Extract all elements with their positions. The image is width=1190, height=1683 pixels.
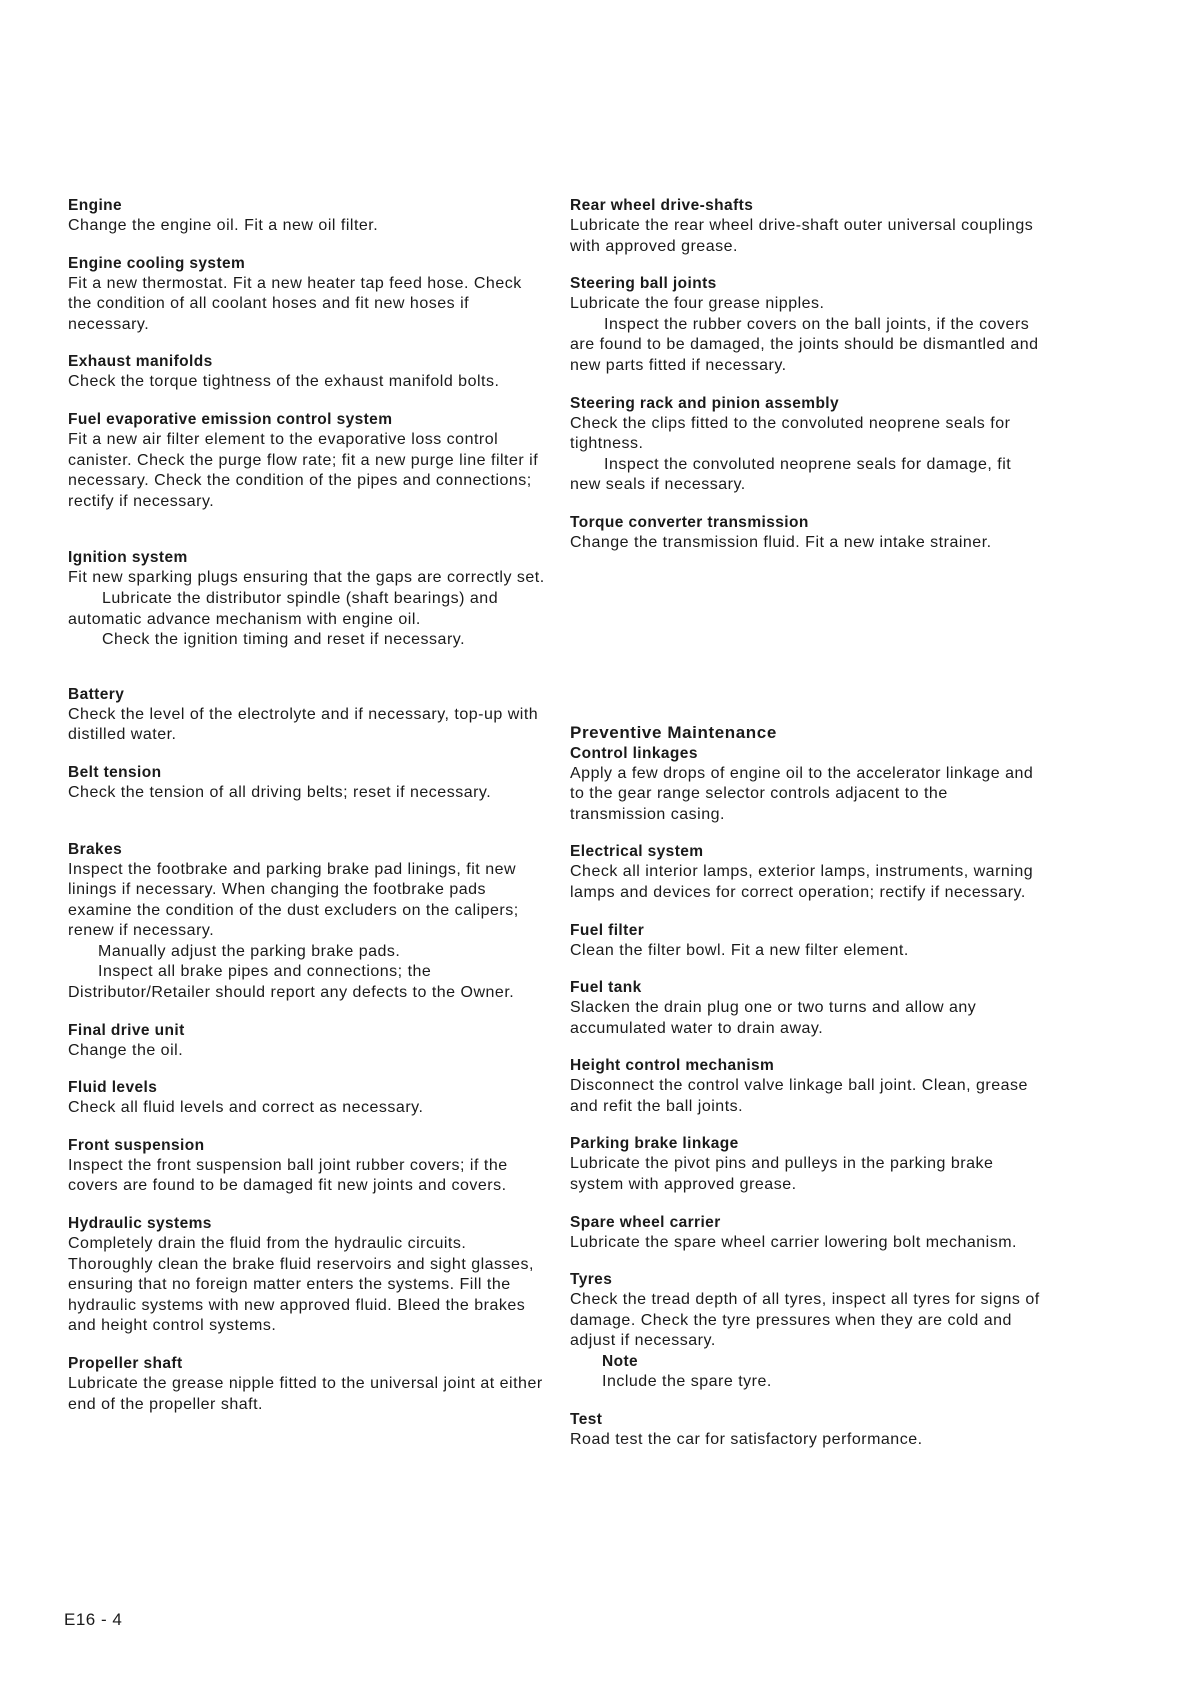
section-text: Check the tension of all driving belts; reset if necessary.: [68, 783, 492, 801]
section-fluid-levels: [68, 1078, 548, 1119]
section-rear-wheel-drive-shafts: [570, 196, 1040, 257]
section-text: Lubricate the four grease nipples.: [570, 295, 825, 313]
section-text: Check the torque tightness of the exhaust manifold bolts.: [68, 373, 500, 391]
section-fuel-tank: [570, 978, 1040, 1039]
section-electrical-system: [570, 842, 1040, 903]
section-text: Inspect the front suspension ball joint rubber covers; if the covers are found to be damaged fit new joints and covers.: [68, 1156, 508, 1195]
section-text: Lubricate the rear wheel drive-shaft outer universal couplings with approved grease.: [570, 217, 1034, 255]
section-belt-tension: [68, 763, 548, 804]
note-text: Include the spare tyre.: [602, 1373, 772, 1391]
note-label: Note: [602, 1353, 639, 1371]
section-heading: Propeller shaft: [68, 1355, 183, 1372]
section-torque-converter: [570, 513, 1040, 554]
section-text: Clean the filter bowl. Fit a new filter element.: [570, 941, 909, 959]
section-engine-cooling-system: [68, 254, 548, 336]
section-text: Fit a new thermostat. Fit a new heater tap feed hose. Check the condition of all coolant hoses and fit new hoses if necessary.: [68, 274, 522, 333]
section-text: Disconnect the control valve linkage ball joint. Clean, grease and refit the ball joints.: [570, 1077, 1028, 1115]
section-text: Lubricate the spare wheel carrier lowering bolt mechanism.: [570, 1233, 1017, 1251]
section-text: Road test the car for satisfactory performance.: [570, 1430, 923, 1448]
left-column: [68, 196, 548, 1432]
section-heading: Spare wheel carrier: [570, 1213, 721, 1231]
section-heading: Ignition system: [68, 549, 188, 567]
section-heading: Final drive unit: [68, 1021, 185, 1039]
section-heading: Test: [570, 1410, 603, 1428]
section-parking-brake-linkage: [570, 1134, 1040, 1195]
page-number: E16 - 4: [64, 1610, 123, 1629]
section-heading: Engine cooling system: [68, 254, 246, 272]
section-tyres: [570, 1270, 1040, 1392]
section-heading: Torque converter transmission: [570, 513, 809, 531]
section-control-linkages: [570, 744, 1040, 826]
section-height-control: [570, 1056, 1040, 1117]
section-battery: [68, 685, 548, 746]
section-fuel-filter: [570, 921, 1040, 962]
section-heading: Front suspension: [68, 1136, 205, 1154]
section-text: Lubricate the grease nipple fitted to the universal joint at either end of the propeller shaft.: [68, 1375, 543, 1413]
section-heading: Steering rack and pinion assembly: [570, 394, 840, 412]
section-heading: Height control mechanism: [570, 1057, 775, 1075]
section-text: Check the ignition timing and reset if necessary.: [102, 631, 466, 649]
section-text: Change the oil.: [68, 1041, 184, 1059]
section-text: Lubricate the distributor spindle (shaft bearings) and automatic advance mechanism with engine oil.: [68, 589, 499, 628]
section-text: Change the transmission fluid. Fit a new intake strainer.: [570, 533, 992, 551]
section-heading: Exhaust manifolds: [68, 353, 213, 371]
section-text: Check the clips fitted to the convoluted neoprene seals for tightness.: [570, 414, 1011, 453]
section-text: Manually adjust the parking brake pads.: [98, 942, 401, 960]
section-text: Check all fluid levels and correct as necessary.: [68, 1099, 424, 1117]
section-front-suspension: [68, 1136, 548, 1197]
section-test: [570, 1410, 1040, 1451]
section-heading: Fuel filter: [570, 921, 645, 939]
section-text: Check the level of the electrolyte and if necessary, top-up with distilled water.: [68, 705, 539, 744]
section-heading: Control linkages: [570, 744, 698, 762]
section-spare-wheel-carrier: [570, 1213, 1040, 1254]
section-text: Inspect the footbrake and parking brake pad linings, fit new linings if necessary. When changing the footbrake pads examine the condition of the dust excluders on the calipers; renew if necessary.: [68, 860, 519, 940]
right-column: [570, 196, 1040, 1467]
section-text: Fit new sparking plugs ensuring that the gaps are correctly set.: [68, 569, 545, 587]
section-ignition-system: [68, 548, 548, 650]
section-steering-rack: [570, 394, 1040, 496]
section-fuel-evaporative: [68, 410, 548, 512]
section-heading: Fuel evaporative emission control system: [68, 410, 393, 428]
section-heading: Fuel tank: [570, 979, 642, 997]
section-exhaust-manifolds: [68, 352, 548, 393]
section-heading: Engine: [68, 197, 123, 214]
section-text: Fit a new air filter element to the evaporative loss control canister. Check the purge flow rate; fit a new purge line filter if necessary. Check the condition of the pipes and connections; rectify if necessary.: [68, 430, 539, 510]
section-heading: Rear wheel drive-shafts: [570, 197, 754, 214]
section-heading: Hydraulic systems: [68, 1215, 212, 1233]
section-heading: Electrical system: [570, 843, 704, 861]
section-text: Inspect the rubber covers on the ball joints, if the covers are found to be damaged, the joints should be dismantled and new parts fitted if necessary.: [570, 315, 1039, 374]
section-heading: Parking brake linkage: [570, 1135, 739, 1153]
section-text: Check the tread depth of all tyres, inspect all tyres for signs of damage. Check the tyre pressures when they are cold and adjust if necessary.: [570, 1291, 1040, 1350]
section-engine: [68, 196, 548, 237]
section-text: Apply a few drops of engine oil to the accelerator linkage and to the gear range selector controls adjacent to the transmission casing.: [570, 764, 1034, 823]
section-steering-ball-joints: [570, 274, 1040, 376]
section-heading: Brakes: [68, 840, 123, 858]
section-text: Inspect the convoluted neoprene seals for damage, fit new seals if necessary.: [570, 455, 1012, 494]
section-text: Completely drain the fluid from the hydraulic circuits. Thoroughly clean the brake fluid reservoirs and sight glasses, ensuring that no foreign matter enters the systems. Fill the hydraulic systems with new approved fluid. Bleed the brakes and height control systems.: [68, 1235, 534, 1335]
section-text: Check all interior lamps, exterior lamps, instruments, warning lamps and devices for correct operation; rectify if necessary.: [570, 863, 1034, 901]
section-heading: Belt tension: [68, 763, 162, 781]
section-text: Inspect all brake pipes and connections; the Distributor/Retailer should report any defects to the Owner.: [68, 963, 515, 1002]
section-brakes: [68, 840, 548, 1004]
section-text: Slacken the drain plug one or two turns and allow any accumulated water to drain away.: [570, 999, 977, 1037]
section-heading: Battery: [68, 685, 125, 703]
preventive-maintenance-heading: Preventive Maintenance: [570, 722, 777, 742]
section-final-drive-unit: [68, 1021, 548, 1062]
section-hydraulic-systems: [68, 1214, 548, 1337]
section-propeller-shaft: [68, 1354, 548, 1415]
section-heading: Tyres: [570, 1271, 613, 1289]
section-heading: Fluid levels: [68, 1079, 158, 1097]
section-heading: Steering ball joints: [570, 275, 717, 293]
section-text: Lubricate the pivot pins and pulleys in the parking brake system with approved grease.: [570, 1155, 994, 1194]
section-text: Change the engine oil. Fit a new oil filter.: [68, 217, 379, 234]
